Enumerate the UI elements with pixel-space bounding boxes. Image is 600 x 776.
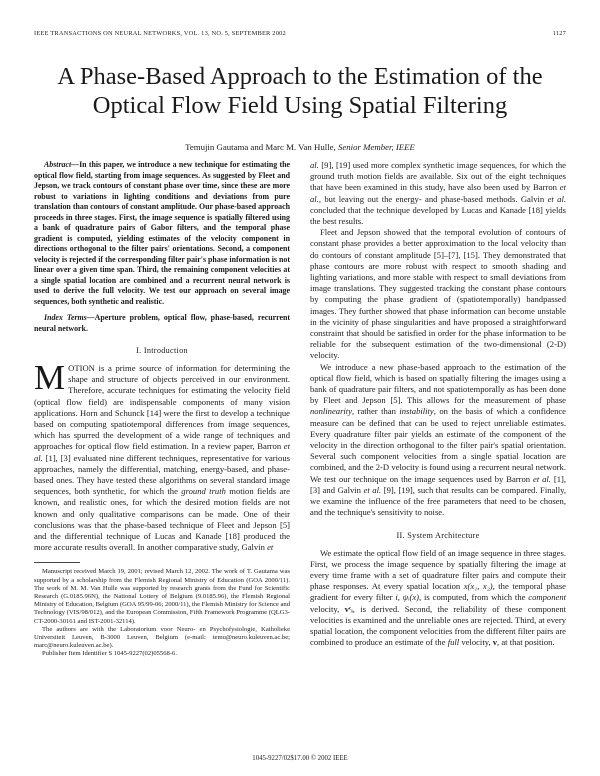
p4-location: x(x₁, x₂) — [463, 581, 493, 592]
p4-vci: vᶜᵢ — [344, 603, 353, 614]
intro-etal: et al. — [34, 441, 290, 463]
right-paragraph-1 — [310, 160, 566, 227]
author-role: Senior Member, IEEE — [337, 142, 415, 152]
p4-filter: i, ψᵢ(x) — [395, 592, 420, 603]
abstract-label: Abstract— — [44, 160, 80, 169]
abstract — [34, 160, 290, 307]
intro-text-2: [1], [3] evaluated nine different techniques, representative for various approaches, namely the differential, matching, energy-based, and phase-based ones. They have tested these algorithms on several standard image sequences, both synthetic, for which the — [34, 452, 290, 497]
p3-text-e: [9], [19], such that results can be compared. Finally, we examine the influence of the free parameters that need to be chosen, and the technique's sensitivity to noise. — [310, 484, 566, 518]
author-names: Temujin Gautama and Marc M. Van Hulle, — [185, 142, 336, 152]
right-etal-1: et al. — [310, 182, 566, 204]
intro-text-1: OTION is a prime source of information for determining the shape and structure of objects perceived in our environment. Therefore, accurate techniques for estimating the velocity field (optical flow field) are indispensable components of many vision applications. Horn and Schunck [14] were the first to develop a technique based on computing spatiotemporal differences from image sequences, which has spurred the development of a wide range of techniques and approaches for optical flow field estimation. In a review paper, Barron — [34, 363, 290, 452]
right-p1-text-c: concluded that the technique developed by Lucas and Kanade [18] yields the best results. — [310, 204, 566, 227]
p3-etal-1: et al. — [533, 473, 551, 484]
p3-text-c: , on the basis of which a confidence measure can be defined that can be used to reject unreliable estimates. Every quadrature filter pair yields an estimate of the component of the velocity in the direction orthogonal to the filter pair's spatial orientation. Several such component velocities from a single spatial location are combined, and the 2-D velocity is found using a recurrent neural network. We test our technique on the image sequences used by Barron — [310, 406, 566, 484]
p4-text-f: velocity, — [459, 637, 493, 648]
right-p1-text-b: , but leaving out the energy- and phase-based methods. Galvin — [318, 193, 548, 204]
right-paragraph-3 — [310, 362, 566, 519]
p4-text-b: , the temporal phase gradient for every filter — [310, 581, 566, 603]
intro-text-3: motion fields are known, and realistic ones, for which the desired motion fields are not known and only qualitative comparisons can be made. One of their conclusions was that the phase-based technique of Fleet and Jepson [5] and the differential technique of Lucas and Kanade [18] produced the more accurate results overall. In another comparative study, Galvin — [34, 486, 290, 553]
p4-text-d: velocity, — [310, 603, 345, 614]
section-heading-introduction: I. Introduction — [136, 346, 188, 355]
page-number: 1127 — [552, 30, 566, 37]
right-p1-text: [9], [19] used more complex synthetic image sequences, for which the ground truth motion fields are available. Six out of the eight techniques that have been examined in this study, have also been used by Barron — [310, 160, 566, 193]
copyright-footer: 1045-9227/02$17.00 © 2002 IEEE — [252, 755, 348, 762]
title-line-2: Optical Flow Field Using Spatial Filtering — [92, 92, 508, 119]
section-heading-system-architecture: II. System Architecture — [396, 530, 480, 540]
drop-cap: M — [34, 358, 66, 397]
p3-text-d: [1], [3] and Galvin — [310, 473, 566, 495]
intro-et: et — [267, 542, 274, 553]
paper-title — [34, 62, 566, 120]
p4-component: component — [528, 592, 567, 603]
p4-full: full — [447, 637, 460, 648]
intro-ground-truth: ground truth — [181, 486, 226, 497]
footnote-rule — [34, 562, 80, 563]
index-terms — [34, 313, 290, 334]
p3-text-b: , rather than — [352, 406, 400, 417]
right-al: al. — [310, 160, 319, 170]
p3-etal-2: et al. — [363, 484, 382, 495]
left-column — [34, 160, 290, 659]
p4-text-e: , is derived. Second, the reliability of these component velocities is examined and the unreliable ones are rejected. Third, at every spatial location, the component velocities from the different filter pairs are combined to produce an estimate of the — [310, 603, 567, 648]
abstract-text: In this paper, we introduce a new technique for estimating the optical flow field, starting from image sequences. As suggested by Fleet and Jepson, we track contours of constant phase over time, since these are more robust to variations in lighting conditions and deviations from pure translation than contours of constant amplitude. Our phase-based approach proceeds in three stages. First, the image sequence is spatially filtered using a bank of quadrature pairs of Gabor filters, and the temporal phase gradient is computed, yielding estimates of the velocity component in directions orthogonal to the filter pairs' orientations. Second, a component velocity is rejected if the corresponding filter pair's phase information is not linear over a given time span. Third, the remaining component velocities at a single spatial location are combined and a recurrent neural network is used to derive the full velocity. We test our approach on several image sequences, both synthetic and realistic. — [34, 160, 290, 306]
p4-text-a: We estimate the optical flow field of an image sequence in three stages. First, we process the image sequence by spatially filtering the image at every time frame with a set of quadrature filter pairs and compute their phase responses. At every spatial location — [310, 547, 566, 592]
running-header — [34, 30, 566, 37]
p3-nonlinearity: nonlinearity — [310, 406, 353, 417]
author-line — [34, 142, 566, 152]
title-line-1: A Phase-Based Approach to the Estimation of the — [57, 63, 543, 90]
index-terms-label: Index Terms— — [44, 313, 95, 322]
p4-text-g: , at that position. — [497, 637, 555, 648]
p4-text-c: , is computed, from which the — [419, 592, 529, 603]
footnote-publisher-id: Publisher Item Identifier S 1045-9227(02)05568-6. — [42, 650, 177, 658]
journal-name: IEEE TRANSACTIONS ON NEURAL NETWORKS, VOL. 13, NO. 5, SEPTEMBER 2002 — [34, 30, 286, 37]
right-paragraph-2: Fleet and Jepson showed that the temporal evolution of contours of constant phase provides a better approximation to the local velocity than do contours of constant amplitude [5]–[7], [15]. They demonstrated that phase contours are more robust with respect to smooth shading and lighting variations, and more stable with respect to small deviations from image translations. They suggested tracking the constant phase contours by computing the phase gradient of (spatiotemporally) bandpassed images. They further showed that phase information can become unstable in the vicinity of phase singularities and have proposed a straightforward constraint that should be satisfied in order for the phase information to be reliable for the subsequent estimation of the two-dimensional (2-D) velocity. — [310, 227, 566, 361]
footnote-affiliation: The authors are with the Laboratorium voor Neuro- en Psychofysiologie, Katholieke Universiteit Leuven, B-3000 Leuven, Belgium (e-mail: temu@neuro.kuleuven.ac.be; marc@neuro.kuleuven.ac.be). — [34, 625, 290, 650]
index-terms-text: Aperture problem, optical flow, phase-based, recurrent neural network. — [34, 313, 290, 333]
right-column — [310, 160, 566, 648]
right-paragraph-4 — [310, 548, 566, 649]
footnote-manuscript: Manuscript received March 19, 2001; revised March 12, 2002. The work of T. Gautama was supported by a scholarship from the Flemish Regional Ministry of Education (GOA 2000/11). The work of M. M. Van Hulle was supported by research grants from the Fund for Scientific Research (G.0185.96N), the National Lottery of Belgium (9.0185.96), the Flemish Regional Ministry of Education, Belgium (GOA 95/99-06; 2000/11), the Flemish Ministry for Science and Technology (VIS/98/012), and the European Commission, Fifth Framework Programme (QLG3-CT-2000-30161 and IST-2001-32114). — [34, 568, 290, 625]
p4-v: v — [492, 637, 498, 648]
right-etal-2: et al. — [547, 193, 566, 204]
p3-text-a: We introduce a new phase-based approach to the estimation of the optical flow field, which is based on spatially filtering the images using a bank of quadrature pair filters, and not spatiotemporally as has been done by Fleet and Jepson [5]. This allows for the measurement of phase — [310, 361, 566, 406]
p3-instability: instability — [399, 406, 434, 417]
intro-paragraph — [34, 358, 290, 553]
